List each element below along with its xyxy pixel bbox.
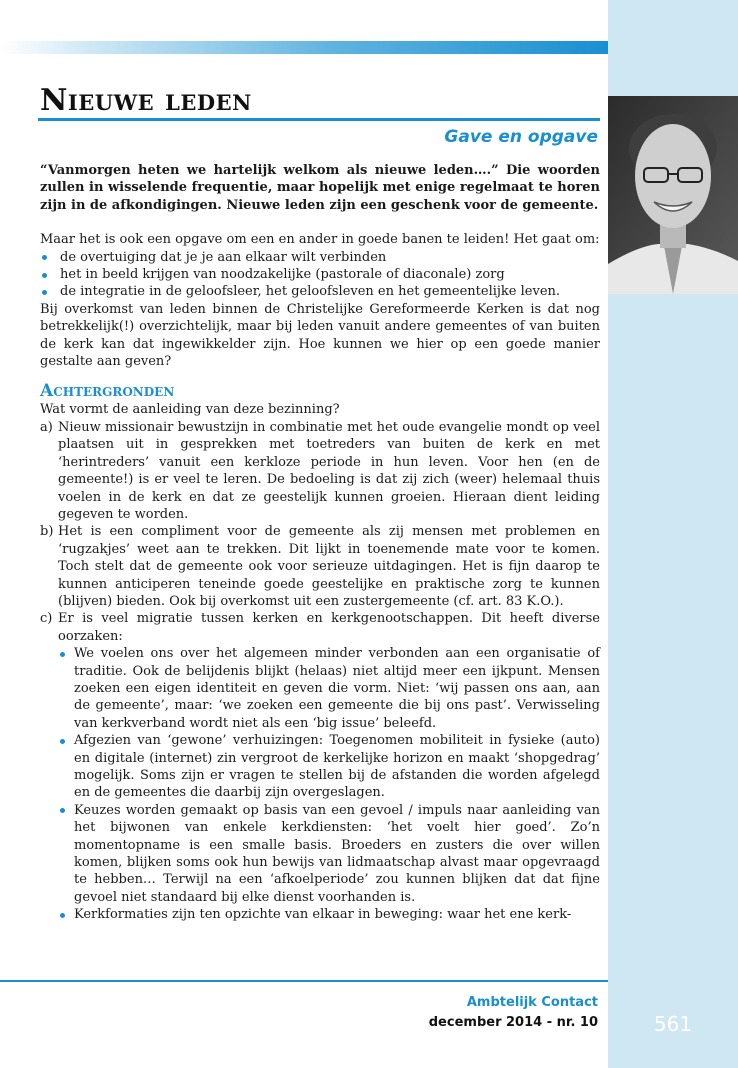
list-item-text: Nieuw missionair bewustzijn in combinatie met het oude evangelie mondt op veel plaatsen uit in gesprekken met toetreders van buiten de kerk en met ‘herintreders’ vanuit een kerkloze periode in hun leven. Voor hen (en de gemeente!) is er veel te leren. De bedoeling is dat zij zich (weer) helemaal thuis voelen in de kerk en dat ze geestelijk kunnen groeien. Hieraan dient leiding gegeven te worden. bbox=[58, 419, 600, 522]
reasons-list bbox=[40, 419, 600, 924]
intro-bullet-list bbox=[40, 249, 600, 301]
article-subtitle: Gave en opgave bbox=[444, 127, 598, 147]
page-number: 561 bbox=[653, 1012, 693, 1036]
intro-lead: “Vanmorgen heten we hartelijk welkom als nieuwe leden….” Die woorden zullen in wisselende frequentie, maar hopelijk met enige regelmaat te horen zijn in de afkondigingen. Nieuwe leden zijn een geschenk voor de gemeente. bbox=[40, 163, 600, 213]
list-item: We voelen ons over het algemeen minder verbonden aan een organisatie of traditie. Ook de belijdenis blijkt (helaas) niet altijd meer een ijkpunt. Mensen zoeken een eigen identiteit en geven die vorm. Niet: ‘wij passen ons aan, aan de gemeente’, maar: ‘we zoeken een gemeente die bij ons past’. Verwisseling van kerkverband wordt niet als een ‘big issue’ beleefd. bbox=[58, 645, 600, 732]
author-photo bbox=[608, 96, 738, 294]
list-marker: a) bbox=[40, 419, 53, 435]
footer-rule bbox=[0, 980, 608, 982]
article-body bbox=[40, 162, 600, 924]
list-marker: b) bbox=[40, 524, 54, 540]
list-item bbox=[40, 419, 600, 523]
list-item bbox=[40, 610, 600, 923]
section-question: Wat vormt de aanleiding van deze bezinning? bbox=[40, 402, 340, 418]
top-gradient-bar bbox=[0, 41, 608, 54]
list-item: het in beeld krijgen van noodzakelijke (pastorale of diaconale) zorg bbox=[40, 266, 600, 283]
list-item-text: Er is veel migratie tussen kerken en kerkgenootschappen. Dit heeft diverse oorzaken: bbox=[58, 611, 600, 644]
causes-bullet-list bbox=[58, 645, 600, 924]
list-item bbox=[40, 523, 600, 610]
intro-paragraph-2: Bij overkomst van leden binnen de Christelijke Gereformeerde Kerken is dat nog betrekkelijk(!) overzichtelijk, maar bij leden vanuit andere gemeentes of van buiten de kerk kan dat ingewikkelder zijn. Hoe kunnen we hier op een goede manier gestalte aan geven? bbox=[40, 301, 600, 370]
list-item-text: Het is een compliment voor de gemeente als zij mensen met problemen en ‘rugzakjes’ weet aan te trekken. Dit lijkt in toenemende mate voor te komen. Toch stelt dat de gemeente ook voor serieuze uitdagingen. Het is fijn daarop te kunnen anticiperen teneinde goede geestelijke en praktische zorg te kunnen (blijven) bieden. Ook bij overkomst uit een zustergemeente (cf. art. 83 K.O.). bbox=[58, 524, 600, 609]
list-item: Keuzes worden gemaakt op basis van een gevoel / impuls naar aanleiding van het bijwonen van enkele kerkdiensten: ‘het voelt hier goed’. Zo’n momentopname is een smalle basis. Broeders en zusters die over willen komen, blijken soms ook hun bewijs van lidmaatschap alvast maar opgevraagd te hebben… Terwijl na een ‘afkoelperiode’ zou kunnen blijken dat dat fijne gevoel niet standaard bij elke dienst voorhanden is. bbox=[58, 802, 600, 906]
list-item: de overtuiging dat je je aan elkaar wilt verbinden bbox=[40, 249, 600, 266]
article-title: Nieuwe leden bbox=[40, 83, 252, 118]
issue-info: december 2014 - nr. 10 bbox=[428, 1015, 598, 1030]
list-marker: c) bbox=[40, 611, 53, 627]
section-heading: Achtergronden bbox=[40, 381, 175, 402]
intro-paragraph: Maar het is ook een opgave om een en ander in goede banen te leiden! Het gaat om: bbox=[40, 232, 600, 248]
title-underline bbox=[38, 118, 600, 121]
list-item: de integratie in de geloofsleer, het geloofsleven en het gemeentelijke leven. bbox=[40, 283, 600, 300]
list-item: Kerkformaties zijn ten opzichte van elkaar in beweging: waar het ene kerk- bbox=[58, 906, 600, 923]
list-item: Afgezien van ‘gewone’ verhuizingen: Toegenomen mobiliteit in fysieke (auto) en digitale (internet) zin vergroot de kerkelijke horizon en maakt ‘shopgedrag’ mogelijk. Soms zijn er vragen te stellen bij de afstanden die worden afgelegd en de gemeentes die daarbij zijn overgeslagen. bbox=[58, 732, 600, 802]
magazine-name: Ambtelijk Contact bbox=[466, 995, 598, 1010]
